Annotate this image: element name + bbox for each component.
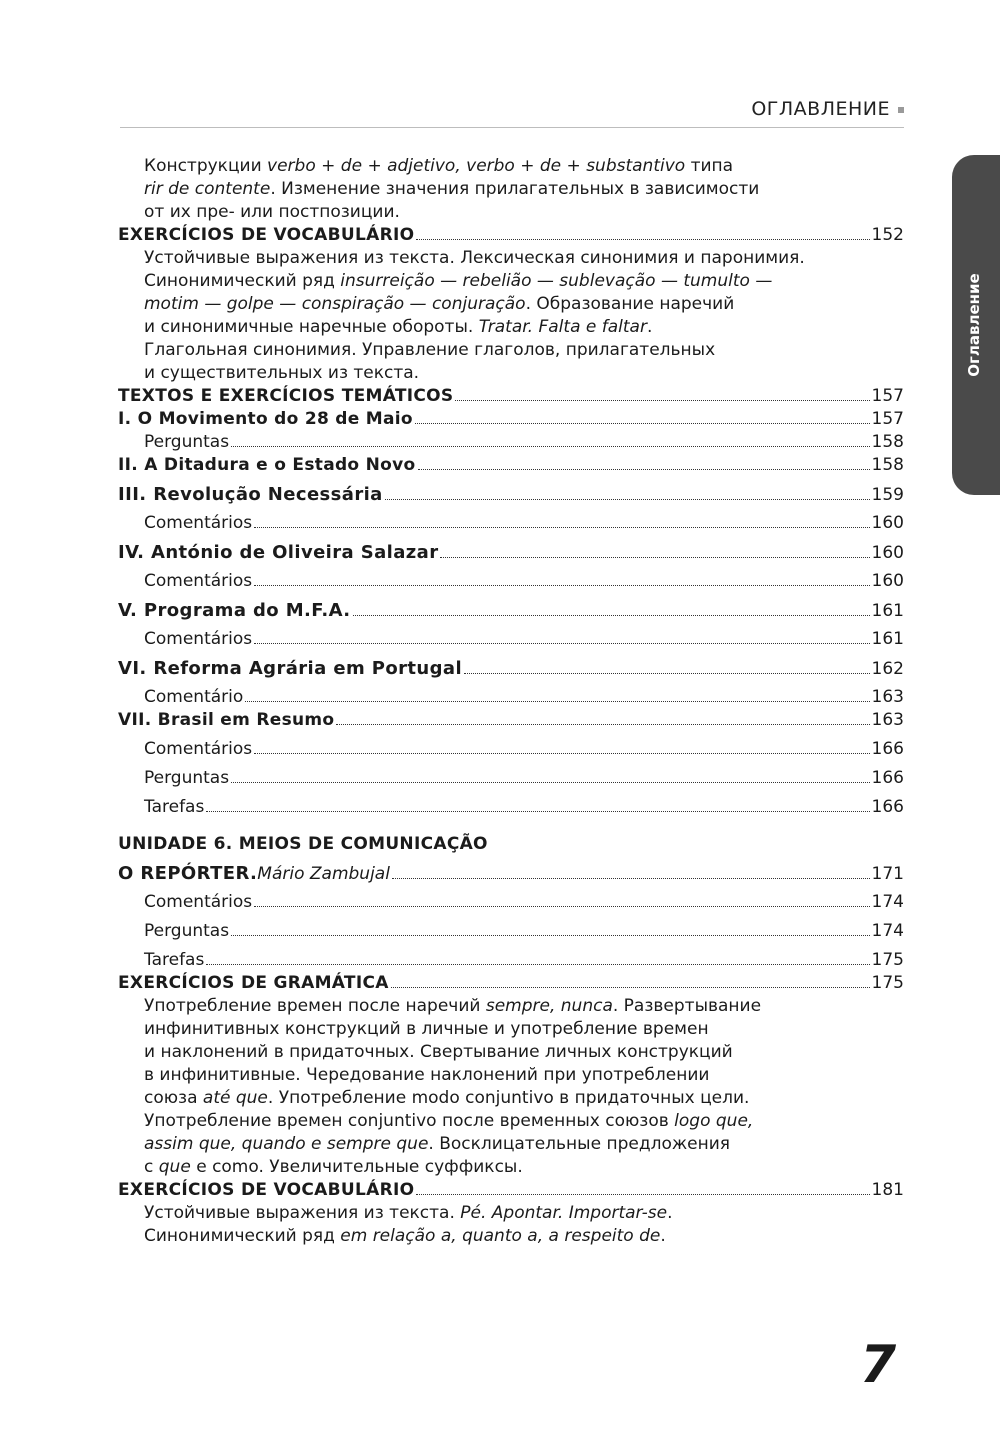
entry-page: 166 [871,797,904,817]
toc-entry-theme[interactable] [118,408,904,431]
entry-page: 157 [871,386,904,406]
description-text: . [660,1226,666,1246]
description-line [118,1018,904,1041]
description-text: Pé. Apontar. Importar-se [460,1203,668,1223]
description-text: Употребление времен после наречий [144,996,486,1016]
entry-title: VII. Brasil em Resumo [118,710,335,730]
description-line [118,1064,904,1087]
entry-title: III. Revolução Necessária [118,484,383,505]
description-text: в инфинитивные. Чередование наклонений при употреблении [144,1065,710,1085]
leader-dots [231,446,869,447]
entry-page: 160 [871,513,904,533]
description-text: motim — golpe — conspiração — conjuração [144,294,526,314]
description-text: Устойчивые выражения из текста. [144,1203,461,1223]
leader-dots [353,615,870,616]
toc-entry-theme[interactable] [118,541,904,564]
entry-page: 161 [871,629,904,649]
page-number: 7 [860,1335,897,1395]
entry-title: I. O Movimento do 28 de Maio [118,409,413,429]
leader-dots [416,239,869,240]
description-text: . Восклицательные предложения [428,1134,731,1154]
description-text: sempre, nunca [485,996,613,1016]
description-text: até que [202,1088,268,1108]
description-text: инфинитивных конструкций в личные и употребление времен [144,1019,709,1039]
side-tab-label: Оглавление [965,273,983,377]
toc-subentry[interactable] [118,512,904,535]
entry-page: 174 [871,921,904,941]
entry-title: II. A Ditadura e o Estado Novo [118,455,416,475]
entry-page: 160 [871,543,904,563]
toc-entry-theme[interactable] [118,483,904,506]
toc-entry-vocab1[interactable] [118,224,904,247]
description-text: assim que, quando e sempre que [144,1134,429,1154]
description-text: Устойчивые выражения из текста. Лексическая синонимия и паронимия. [144,248,805,268]
toc-entry-reporter[interactable] [118,862,904,885]
entry-page: 159 [871,485,904,505]
toc-subentry[interactable] [118,796,904,819]
entry-title: Comentários [144,571,253,591]
entry-page: 160 [871,571,904,591]
leader-dots [440,557,869,558]
description-text: и наклонений в придаточных. Свертывание личных конструкций [144,1042,733,1062]
toc-subentry[interactable] [118,570,904,593]
description-line [118,1156,904,1179]
leader-dots [464,673,870,674]
toc-subentry[interactable] [118,767,904,790]
description-text: Конструкции [144,156,268,176]
leader-dots [254,906,869,907]
leader-dots [254,585,869,586]
description-text: e como. Увеличительные суффиксы. [190,1157,523,1177]
entry-title: EXERCÍCIOS DE VOCABULÁRIO [118,225,415,245]
entry-title: IV. António de Oliveira Salazar [118,542,439,563]
entry-title: EXERCÍCIOS DE GRAMÁTICA [118,973,389,993]
toc-subentry[interactable] [118,628,904,651]
header-rule [120,127,904,128]
description-line [118,1133,904,1156]
entry-page: 162 [871,659,904,679]
entry-title: Comentário [144,687,244,707]
description-text: . Развертывание [612,996,762,1016]
description-text: insurreição — rebelião — sublevação — tumulto — [340,271,773,291]
toc-entry-theme[interactable] [118,454,904,477]
toc-subentry[interactable] [118,738,904,761]
entry-page: 166 [871,739,904,759]
description-line [118,201,904,224]
description-text: от их пре- или постпозиции. [144,202,400,222]
leader-dots [254,527,869,528]
leader-dots [391,987,870,988]
toc-subentry[interactable] [118,891,904,914]
entry-page: 174 [871,892,904,912]
leader-dots [416,1194,869,1195]
description-text: и синонимичные наречные обороты. [144,317,479,337]
toc-entry-theme[interactable] [118,599,904,622]
toc-entry-grammar[interactable] [118,972,904,995]
leader-dots [415,423,870,424]
description-text: verbo + de + adjetivo, verbo + de + substantivo [267,156,686,176]
entry-title: Tarefas [144,950,205,970]
header-title: ОГЛАВЛЕНИЕ [751,98,890,120]
table-of-contents [118,155,904,1248]
leader-dots [231,782,869,783]
entry-page: 175 [871,950,904,970]
description-text: типа [685,156,734,176]
entry-page: 171 [871,864,904,884]
leader-dots [392,878,870,879]
description-line [118,1041,904,1064]
toc-subentry[interactable] [118,920,904,943]
entry-title: Comentários [144,629,253,649]
entry-page: 166 [871,768,904,788]
description-line [118,1202,904,1225]
description-text: . [667,1203,673,1223]
description-text: . Употребление modo conjuntivo в придаточных цели. [267,1088,750,1108]
entry-title: O REPÓRTER. [118,863,258,884]
spacer [118,819,904,833]
entry-title: TEXTOS E EXERCÍCIOS TEMÁTICOS [118,386,454,406]
running-header [120,98,904,128]
leader-dots [254,753,869,754]
toc-entry-theme[interactable] [118,657,904,680]
entry-title: Comentários [144,739,253,759]
description-line [118,362,904,385]
entry-page: 181 [871,1180,904,1200]
leader-dots [254,643,869,644]
entry-title: V. Programa do M.F.A. [118,600,351,621]
entry-title: Perguntas [144,432,230,452]
entry-page: 158 [871,455,904,475]
entry-page: 157 [871,409,904,429]
leader-dots [245,701,869,702]
entry-title: Comentários [144,513,253,533]
toc-subentry[interactable] [118,949,904,972]
description-line [118,270,904,293]
description-text: . Изменение значения прилагательных в зависимости [270,179,760,199]
header-square-icon [898,107,904,113]
description-text: Синонимический ряд [144,271,341,291]
leader-dots [455,400,869,401]
description-line [118,316,904,339]
description-line [118,1087,904,1110]
toc-entry-vocab2[interactable] [118,1179,904,1202]
toc-entry-themes[interactable] [118,385,904,408]
entry-page: 163 [871,687,904,707]
description-text: Tratar. Falta e faltar [478,317,647,337]
entry-title: Comentários [144,892,253,912]
entry-title: EXERCÍCIOS DE VOCABULÁRIO [118,1180,415,1200]
description-line [118,995,904,1018]
entry-title: Tarefas [144,797,205,817]
description-line [118,293,904,316]
entry-author: Mário Zambujal [257,864,390,884]
description-text: . [646,317,653,337]
description-line [118,155,904,178]
toc-subentry[interactable] [118,686,904,709]
description-text: que [158,1157,191,1177]
description-text: logo que, [674,1111,754,1131]
unit-heading: UNIDADE 6. MEIOS DE COMUNICAÇÃO [118,834,488,854]
description-text: союза [144,1088,203,1108]
description-text: c [144,1157,159,1177]
entry-page: 163 [871,710,904,730]
entry-title: VI. Reforma Agrária em Portugal [118,658,463,679]
leader-dots [418,469,870,470]
description-text: em relação a, quanto a, a respeito de [340,1226,661,1246]
entry-page: 175 [871,973,904,993]
entry-title: Perguntas [144,921,230,941]
entry-title: Perguntas [144,768,230,788]
entry-page: 158 [871,432,904,452]
description-line [118,1110,904,1133]
leader-dots [231,935,869,936]
entry-page: 152 [871,225,904,245]
description-text: и существительных из текста. [144,363,420,383]
leader-dots [385,499,870,500]
description-text: Синонимический ряд [144,1226,341,1246]
side-tab [952,155,1000,495]
leader-dots [206,964,869,965]
toc-entry-theme[interactable] [118,709,904,732]
description-text: Глагольная синонимия. Управление глаголов, прилагательных [144,340,716,360]
description-line [118,247,904,270]
description-text: . Образование наречий [525,294,735,314]
description-text: Употребление времен conjuntivo после временных союзов [144,1111,675,1131]
entry-page: 161 [871,601,904,621]
toc-subentry[interactable] [118,431,904,454]
description-line [118,1225,904,1248]
description-line [118,339,904,362]
description-text: rir de contente [144,179,271,199]
leader-dots [206,811,869,812]
leader-dots [336,724,869,725]
description-line [118,178,904,201]
